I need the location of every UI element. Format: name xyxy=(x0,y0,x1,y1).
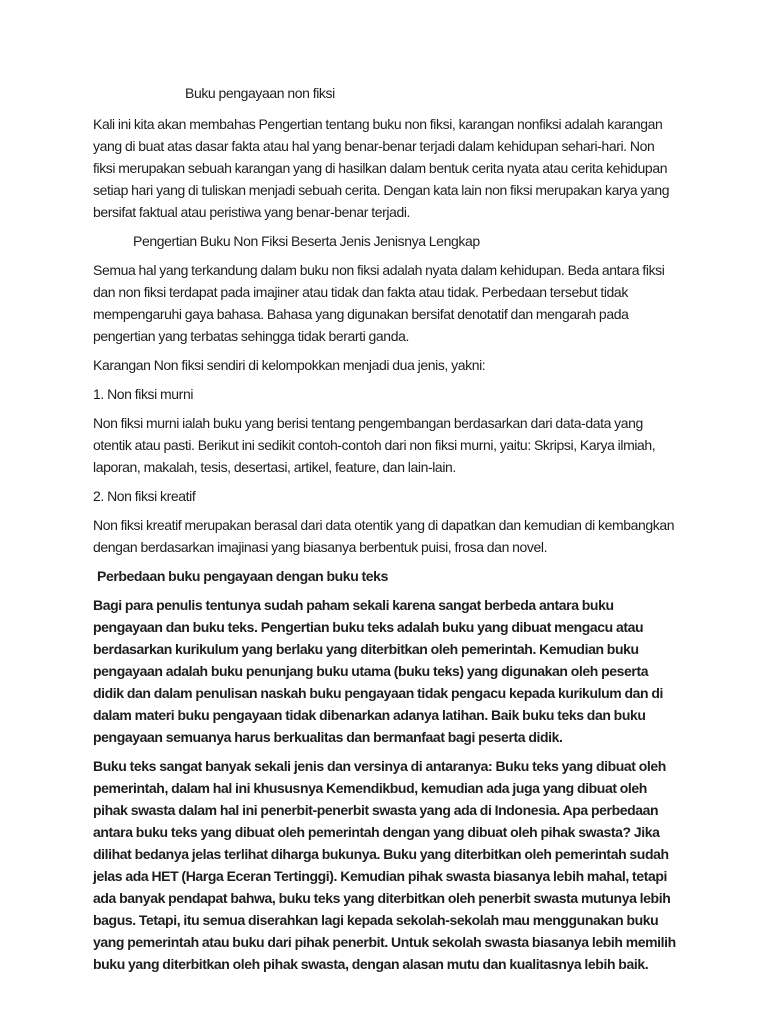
item2-heading: 2. Non fiksi kreatif xyxy=(93,488,196,504)
jenis-list-intro: Karangan Non fiksi sendiri di kelompokkan menjadi dua jenis, yakni: xyxy=(93,357,486,373)
intro-paragraph: Kali ini kita akan membahas Pengertian tentang buku non fiksi, karangan nonfiksi adalah karangan yang di buat atas dasar fakta atau hal yang benar-benar terjadi dalam kehidupan sehari-hari. Non fiksi merupakan sebuah karangan yang di hasilkan dalam bentuk cerita nyata atau cerita kehidupan setiap hari yang di tuliskan menjadi sebuah cerita. Dengan kata lain non fiksi merupakan karya yang bersifat faktual atau peristiwa yang benar-benar terjadi. xyxy=(93,116,670,220)
perbedaan-paragraph-2: Buku teks sangat banyak sekali jenis dan versinya di antaranya: Buku teks yang dibuat oleh pemerintah, dalam hal ini khususnya Kemendikbud, kemudian ada juga yang dibuat oleh pihak swasta dalam hal ini penerbit-penerbit swasta yang ada di Indonesia. Apa perbedaan antara buku teks yang dibuat oleh pemerintah dengan yang dibuat oleh pihak swasta? Jika dilihat bedanya jelas terlihat diharga bukunya. Buku yang diterbitkan oleh pemerintah sudah jelas ada HET (Harga Eceran Tertinggi). Kemudian pihak swasta biasanya lebih mahal, tetapi ada banyak pendapat bahwa, buku teks yang diterbitkan oleh penerbit swasta mutunya lebih bagus. Tetapi, itu semua diserahkan lagi kepada sekolah-sekolah mau menggunakan buku yang pemerintah atau buku dari pihak penerbit. Untuk sekolah swasta biasanya lebih memilih buku yang diterbitkan oleh pihak swasta, dengan alasan mutu dan kualitasnya lebih baik. xyxy=(93,758,676,972)
item1-paragraph: Non fiksi murni ialah buku yang berisi tentang pengembangan berdasarkan dari data-data yang otentik atau pasti. Berikut ini sedikit contoh-contoh dari non fiksi murni, yaitu: Skripsi, Karya ilmiah, laporan, makalah, tesis, desertasi, artikel, feature, dan lain-lain. xyxy=(93,415,656,475)
document-title: Buku pengayaan non fiksi xyxy=(185,85,335,101)
perbedaan-paragraph-1: Bagi para penulis tentunya sudah paham sekali karena sangat berbeda antara buku pengayaan dan buku teks. Pengertian buku teks adalah buku yang dibuat mengacu atau berdasarkan kurikulum yang berlaku yang diterbitkan oleh pemerintah. Kemudian buku pengayaan adalah buku penunjang buku utama (buku teks) yang digunakan oleh peserta didik dan dalam penulisan naskah buku pengayaan tidak pengacu kepada kurikulum dan di dalam materi buku pengayaan tidak dibenarkan adanya latihan. Baik buku teks dan buku pengayaan semuanya harus berkualitas dan bermanfaat bagi peserta didik. xyxy=(93,597,663,745)
section-heading-pengertian: Pengertian Buku Non Fiksi Beserta Jenis Jenisnya Lengkap xyxy=(133,233,480,249)
item1-heading: 1. Non fiksi murni xyxy=(93,386,194,402)
pengertian-paragraph: Semua hal yang terkandung dalam buku non fiksi adalah nyata dalam kehidupan. Beda antara fiksi dan non fiksi terdapat pada imajiner atau tidak dan fakta atau tidak. Perbedaan tersebut tidak mempengaruhi gaya bahasa. Bahasa yang digunakan bersifat denotatif dan mengarah pada pengertian yang terbatas sehingga tidak berarti ganda. xyxy=(93,262,665,344)
section-heading-perbedaan: Perbedaan buku pengayaan dengan buku teks xyxy=(97,568,388,584)
item2-paragraph: Non fiksi kreatif merupakan berasal dari data otentik yang di dapatkan dan kemudian di kembangkan dengan berdasarkan imajinasi yang biasanya berbentuk puisi, frosa dan novel. xyxy=(93,517,675,555)
document-body xyxy=(93,82,678,975)
